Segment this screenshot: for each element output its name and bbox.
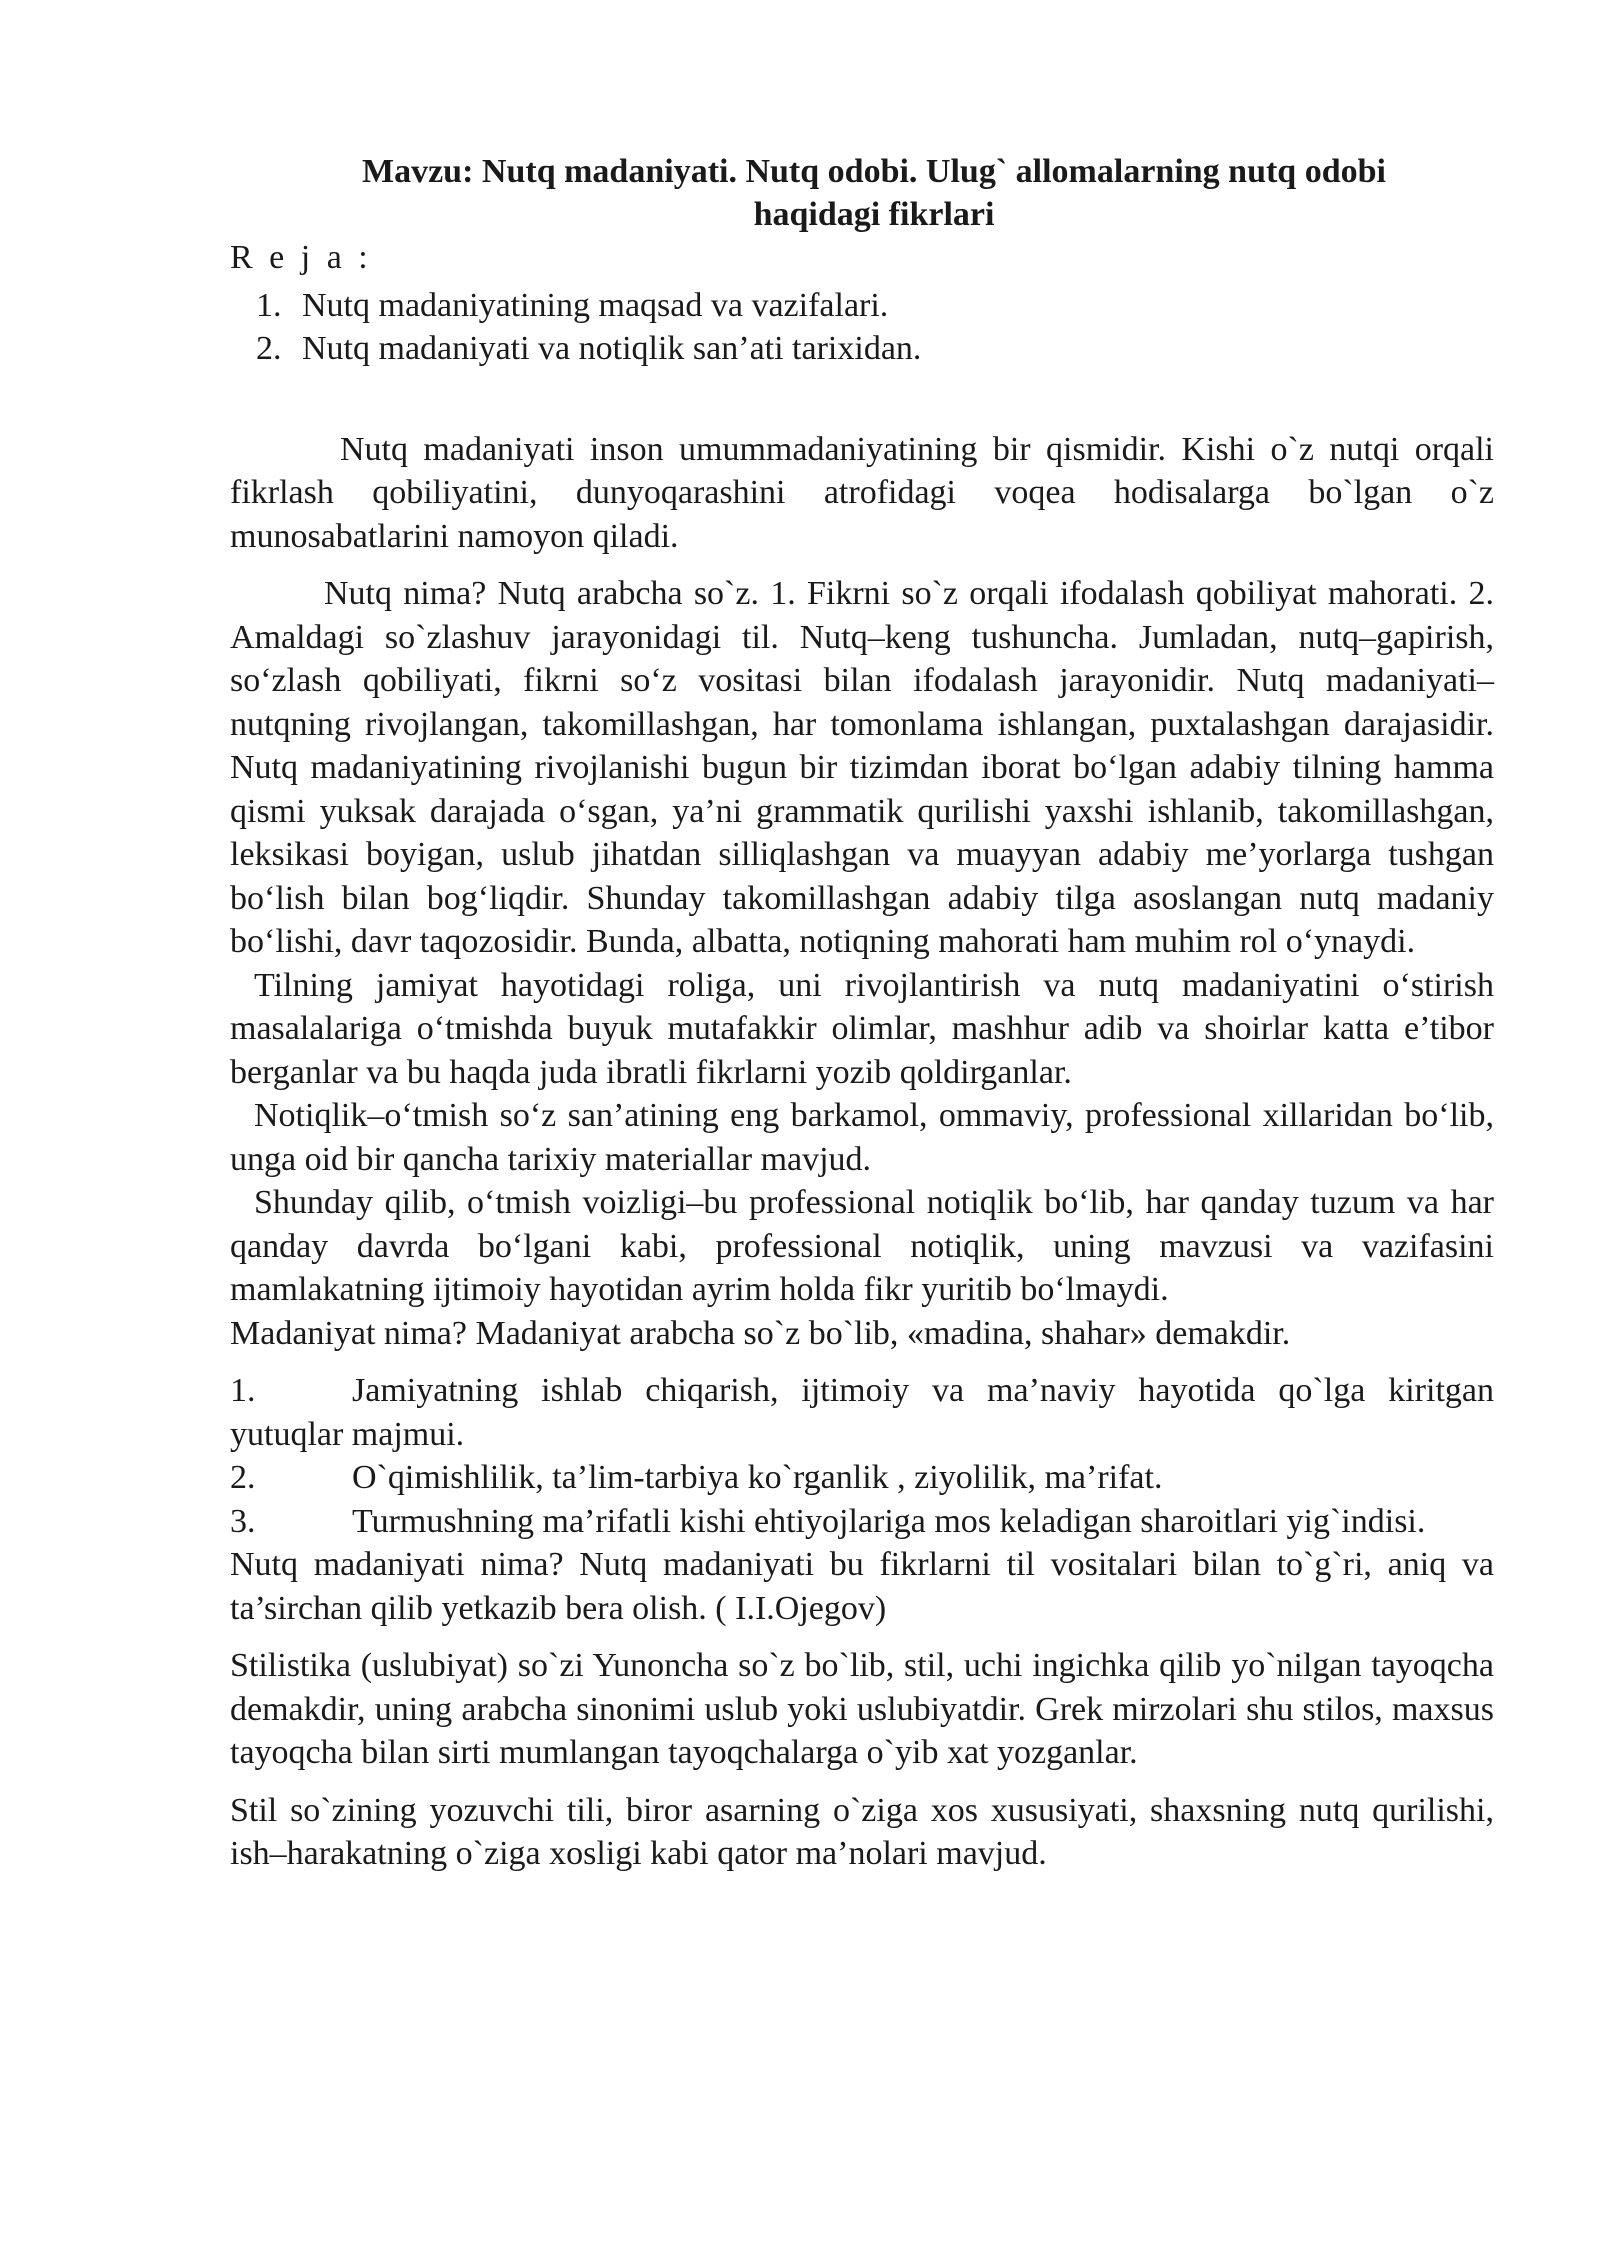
plan-item (256, 284, 1494, 328)
title-line-1: Mavzu: Nutq madaniyati. Nutq odobi. Ulug` allomalarning nutq odobi (362, 153, 1386, 190)
culture-list-item (230, 1456, 1494, 1500)
document-title (230, 150, 1494, 236)
paragraph-speech-culture-question: Nutq madaniyati nima? Nutq madaniyati bu fikrlarni til vositalari bilan to`g`ri, aniq va ta’sirchan qilib yetkazib bera olish. ( I.I.Ojegov) (230, 1546, 1494, 1627)
title-line-2: haqidagi fikrlari (753, 196, 995, 233)
paragraph-preaching: Shunday qilib, o‘tmish voizligi–bu professional notiqlik bo‘lib, har qanday tuzum va har qanday davrda bo‘lgani kabi, professional notiqlik, uning mavzusi va vazifasini mamlakatning ijtimoiy hayotidan ayrim holda fikr yuritib bo‘lmaydi. (230, 1184, 1494, 1308)
paragraph-stylistics: Stilistika (uslubiyat) so`zi Yunoncha so`z bo`lib, stil, uchi ingichka qilib yo`nilgan tayoqcha demakdir, uning arabcha sinonimi uslub yoki uslubiyatdir. Grek mirzolari shu stilos, maxsus tayoqcha bilan sirti mumlangan tayoqchalarga o`yib xat yozganlar. (230, 1647, 1494, 1771)
culture-list-item (230, 1369, 1494, 1456)
plan-item (256, 327, 1494, 371)
document-page (230, 150, 1494, 1876)
culture-list-item (230, 1500, 1494, 1544)
plan-heading: R e j a : (230, 239, 372, 276)
paragraph-language-role: Tilning jamiyat hayotidagi roliga, uni rivojlantirish va nutq madaniyatini o‘stirish masalalariga o‘tmishda buyuk mutafakkir olimlar, mashhur adib va shoirlar katta e’tibor berganlar va bu haqda juda ibratli fikrlarni yozib qoldirganlar. (230, 966, 1494, 1091)
paragraph-intro: Nutq madaniyati inson umummadaniyatining bir qismidir. Kishi o`z nutqi orqali fikrlash qobiliyatini, dunyoqarashini atrofidagi voqea hodisalarga bo`lgan o`z munosabatlarini namoyon qiladi. (230, 430, 1494, 555)
paragraph-culture-question: Madaniyat nima? Madaniyat arabcha so`z bo`lib, «madina, shahar» demakdir. (230, 1314, 1291, 1352)
culture-list-text: Turmushning ma’rifatli kishi ehtiyojlariga mos keladigan sharoitlari yig`indisi. (352, 1502, 1426, 1540)
plan-list (230, 284, 1494, 371)
culture-list-text: O`qimishlilik, ta’lim-tarbiya ko`rganlik , ziyolilik, ma’rifat. (352, 1459, 1163, 1496)
culture-list-number: 1. (230, 1372, 256, 1409)
plan-item-number: 2. (256, 330, 282, 367)
plan-item-text: Nutq madaniyatining maqsad va vazifalari. (302, 286, 889, 324)
culture-list-number: 2. (230, 1459, 256, 1496)
paragraph-speech-definition: Nutq nima? Nutq arabcha so`z. 1. Fikrni so`z orqali ifodalash qobiliyat mahorati. 2. Amaldagi so`zlashuv jarayonidagi til. Nutq–keng tushuncha. Jumladan, nutq–gapirish, so‘zlash qobiliyati, fikrni so‘z vositasi bilan ifodalash jarayonidir. Nutq madaniyati–nutqning rivojlangan, takomillashgan, har tomonlama ishlangan, puxtalashgan darajasidir. Nutq madaniyatining rivojlanishi bugun bir tizimdan iborat bo‘lgan adabiy tilning hamma qismi yuksak darajada o‘sgan, ya’ni grammatik qurilishi yaxshi ishlanib, takomillashgan, leksikasi boyigan, uslub jihatdan silliqlashgan va muayyan adabiy me’yorlarga tushgan bo‘lish bilan bog‘liqdir. Shunday takomillashgan adabiy tilga asoslangan nutq madaniy bo‘lishi, davr taqozosidir. Bunda, albatta, notiqning mahorati ham muhim rol o‘ynaydi. (230, 575, 1494, 960)
culture-list-number: 3. (230, 1502, 256, 1540)
paragraph-style-meanings: Stil so`zining yozuvchi tili, biror asarning o`ziga xos xususiyati, shaxsning nutq qurilishi, ish–harakatning o`ziga xosligi kabi qator ma’nolari mavjud. (230, 1791, 1494, 1872)
culture-list-text: Jamiyatning ishlab chiqarish, ijtimoiy va ma’naviy hayotida qo`lga kiritgan yutuqlar majmui. (230, 1372, 1494, 1453)
plan-item-number: 1. (256, 286, 282, 324)
plan-item-text: Nutq madaniyati va notiqlik san’ati tarixidan. (302, 330, 922, 367)
paragraph-oratory: Notiqlik–o‘tmish so‘z san’atining eng barkamol, ommaviy, professional xillaridan bo‘lib, unga oid bir qancha tarixiy materiallar mavjud. (230, 1097, 1494, 1178)
